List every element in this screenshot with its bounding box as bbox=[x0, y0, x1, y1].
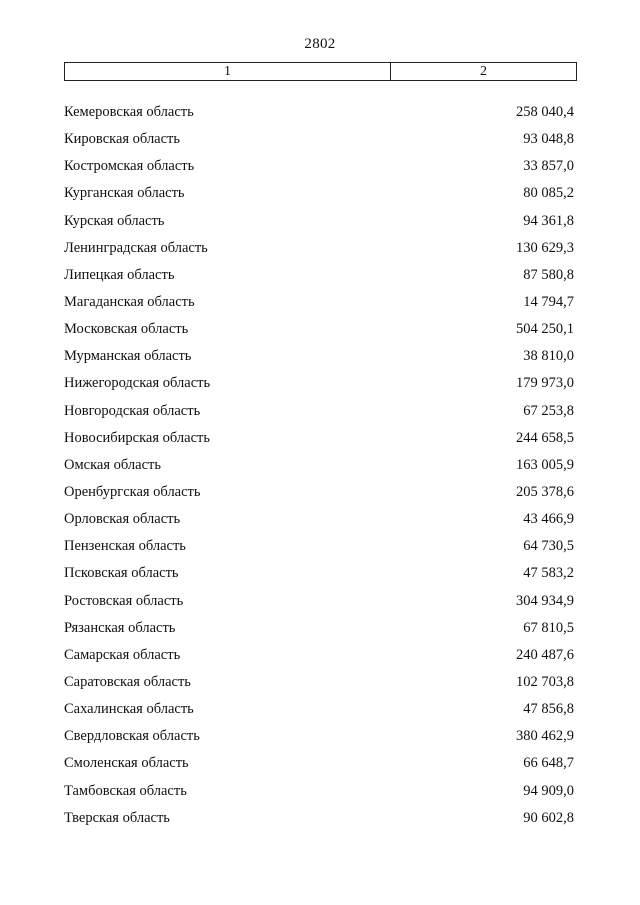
table-row bbox=[64, 728, 574, 755]
region-value: 33 857,0 bbox=[523, 158, 574, 175]
region-value: 87 580,8 bbox=[523, 266, 574, 283]
region-value: 38 810,0 bbox=[523, 348, 574, 365]
region-name: Псковская область bbox=[64, 565, 179, 582]
region-value: 43 466,9 bbox=[523, 511, 574, 528]
table-row bbox=[64, 620, 574, 647]
page-number: 2802 bbox=[304, 36, 336, 52]
table-row bbox=[64, 131, 574, 158]
region-name: Омская область bbox=[64, 456, 161, 473]
region-value: 14 794,7 bbox=[523, 293, 574, 310]
region-value: 94 909,0 bbox=[523, 782, 574, 799]
region-name: Курская область bbox=[64, 212, 165, 229]
table-row bbox=[64, 511, 574, 538]
table-row bbox=[64, 240, 574, 267]
region-value: 380 462,9 bbox=[516, 728, 574, 745]
region-name: Новгородская область bbox=[64, 402, 201, 419]
table-row bbox=[64, 457, 574, 484]
region-name: Ростовская область bbox=[64, 592, 184, 609]
table-row bbox=[64, 810, 574, 837]
region-name: Липецкая область bbox=[64, 266, 175, 283]
region-value: 102 703,8 bbox=[516, 673, 574, 690]
region-name: Тверская область bbox=[64, 809, 170, 826]
column-header-row bbox=[64, 62, 577, 81]
table-row bbox=[64, 783, 574, 810]
region-value: 163 005,9 bbox=[516, 456, 574, 473]
region-value: 94 361,8 bbox=[523, 212, 574, 229]
table-row bbox=[64, 185, 574, 212]
table-row bbox=[64, 213, 574, 240]
region-name: Сахалинская область bbox=[64, 701, 194, 718]
table-row bbox=[64, 701, 574, 728]
region-value: 47 856,8 bbox=[523, 701, 574, 718]
region-value: 80 085,2 bbox=[523, 185, 574, 202]
column-header-1: 1 bbox=[65, 63, 391, 80]
table-row bbox=[64, 403, 574, 430]
region-name: Курганская область bbox=[64, 185, 185, 202]
region-value: 90 602,8 bbox=[523, 809, 574, 826]
region-name: Пензенская область bbox=[64, 538, 186, 555]
table-row bbox=[64, 755, 574, 782]
region-value: 240 487,6 bbox=[516, 646, 574, 663]
table-row bbox=[64, 104, 574, 131]
region-name: Самарская область bbox=[64, 646, 181, 663]
region-name: Кировская область bbox=[64, 131, 181, 148]
region-name: Свердловская область bbox=[64, 728, 200, 745]
region-name: Смоленская область bbox=[64, 755, 189, 772]
region-name: Московская область bbox=[64, 321, 189, 338]
region-value: 47 583,2 bbox=[523, 565, 574, 582]
region-name: Нижегородская область bbox=[64, 375, 211, 392]
region-name: Орловская область bbox=[64, 511, 181, 528]
region-name: Новосибирская область bbox=[64, 429, 210, 446]
table-row bbox=[64, 647, 574, 674]
region-value: 304 934,9 bbox=[516, 592, 574, 609]
region-value: 179 973,0 bbox=[516, 375, 574, 392]
table-row bbox=[64, 375, 574, 402]
region-name: Тамбовская область bbox=[64, 782, 187, 799]
region-value: 66 648,7 bbox=[523, 755, 574, 772]
table-row bbox=[64, 593, 574, 620]
region-name: Костромская область bbox=[64, 158, 195, 175]
table-row bbox=[64, 565, 574, 592]
region-name: Рязанская область bbox=[64, 619, 176, 636]
region-value: 258 040,4 bbox=[516, 104, 574, 120]
region-value: 64 730,5 bbox=[523, 538, 574, 555]
region-value: 205 378,6 bbox=[516, 483, 574, 500]
region-name: Магаданская область bbox=[64, 293, 195, 310]
region-name: Мурманская область bbox=[64, 348, 192, 365]
region-name: Ленинградская область bbox=[64, 239, 208, 256]
table-row bbox=[64, 158, 574, 185]
region-name: Саратовская область bbox=[64, 673, 191, 690]
region-value: 67 253,8 bbox=[523, 402, 574, 419]
region-value: 504 250,1 bbox=[516, 321, 574, 338]
table-row bbox=[64, 267, 574, 294]
table-row bbox=[64, 348, 574, 375]
region-table bbox=[64, 104, 574, 837]
region-value: 67 810,5 bbox=[523, 619, 574, 636]
region-value: 244 658,5 bbox=[516, 429, 574, 446]
table-row bbox=[64, 430, 574, 457]
column-header-2: 2 bbox=[480, 63, 487, 79]
table-row bbox=[64, 484, 574, 511]
table-row bbox=[64, 674, 574, 701]
table-row bbox=[64, 538, 574, 565]
region-value: 93 048,8 bbox=[523, 131, 574, 148]
table-row bbox=[64, 321, 574, 348]
table-row bbox=[64, 294, 574, 321]
region-name: Кемеровская область bbox=[64, 104, 194, 120]
region-value: 130 629,3 bbox=[516, 239, 574, 256]
region-name: Оренбургская область bbox=[64, 483, 201, 500]
